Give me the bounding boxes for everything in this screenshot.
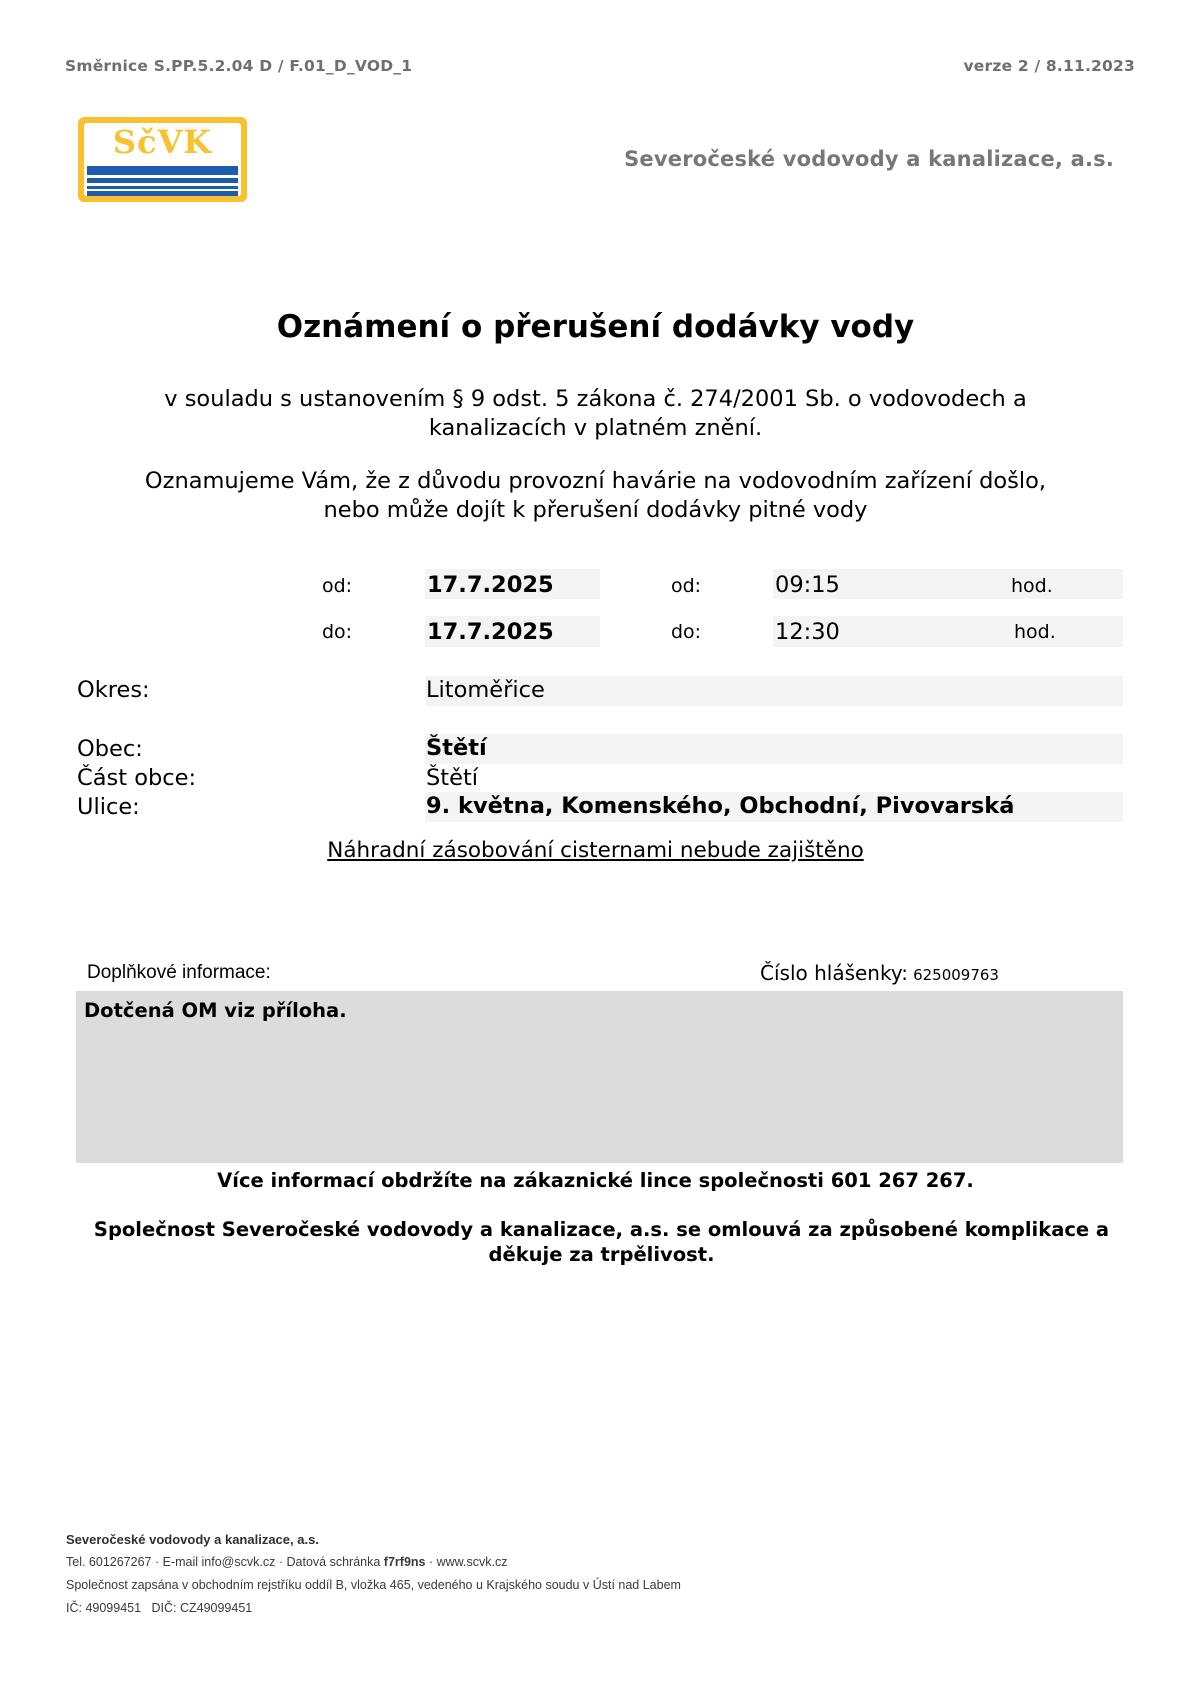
separator-icon: · — [154, 1555, 160, 1569]
contact-line: Více informací obdržíte na zákaznické lince společnosti 601 267 267. — [217, 1169, 974, 1192]
footer-registry: Společnost zapsána v obchodním rejstříku oddíl B, vložka 465, vedeného u Krajského soudu v Ústí nad Labem — [66, 1578, 681, 1592]
report-number-value: 625009763 — [913, 966, 999, 984]
footer-email[interactable]: E-mail info@scvk.cz — [162, 1555, 276, 1569]
streets-label: Ulice: — [77, 794, 140, 820]
hours-unit-to: hod. — [1014, 621, 1056, 643]
legal-basis-text: v souladu s ustanovením § 9 odst. 5 zákona č. 274/2001 Sb. o vodovodech a kanalizacích v platném znění. — [164, 386, 1027, 441]
additional-info-text: Dotčená OM viz příloha. — [84, 999, 347, 1022]
additional-info-box — [76, 991, 1123, 1163]
part-value: Štětí — [426, 765, 479, 791]
separator-icon: · — [278, 1555, 284, 1569]
substitute-supply-note: Náhradní zásobování cisternami nebude zajištěno — [327, 838, 864, 863]
footer-company: Severočeské vodovody a kanalizace, a.s. — [66, 1532, 319, 1547]
date-from-value: 17.7.2025 — [427, 572, 554, 598]
separator-icon: · — [428, 1555, 434, 1569]
footer-tax-ids — [66, 1601, 252, 1615]
announcement-text: Oznamujeme Vám, že z důvodu provozní havárie na vodovodním zařízení došlo, nebo může dojít k přerušení dodávky pitné vody — [144, 468, 1047, 523]
footer-tel: Tel. 601267267 — [66, 1555, 152, 1569]
time-from-value: 09:15 — [775, 572, 840, 598]
scvk-logo — [78, 117, 247, 202]
footer-web-link[interactable]: www.scvk.cz — [436, 1555, 508, 1569]
hours-unit-from: hod. — [1011, 575, 1053, 597]
part-label: Část obce: — [77, 765, 197, 791]
additional-info-label: Doplňkové informace: — [87, 962, 271, 983]
report-number — [760, 961, 999, 985]
footer-contacts — [66, 1555, 507, 1569]
time-to-value: 12:30 — [775, 619, 840, 645]
footer-dic: DIČ: CZ49099451 — [151, 1601, 253, 1615]
version-info: verze 2 / 8.11.2023 — [963, 57, 1135, 75]
footer-databox-id: f7rf9ns — [383, 1555, 426, 1569]
company-name: Severočeské vodovody a kanalizace, a.s. — [624, 147, 1114, 171]
municipality-value: Štětí — [426, 735, 487, 761]
footer-databox-label: Datová schránka — [286, 1555, 381, 1569]
logo-text: SčVK — [112, 123, 213, 161]
date-to-value: 17.7.2025 — [427, 619, 554, 645]
date-to-label: do: — [322, 621, 353, 643]
district-value: Litoměřice — [426, 677, 545, 703]
streets-value: 9. května, Komenského, Obchodní, Pivovarská — [426, 793, 1015, 819]
time-to-label: do: — [671, 621, 702, 643]
logo-water-stripes-icon — [87, 166, 238, 196]
date-from-label: od: — [322, 575, 353, 597]
report-number-label: Číslo hlášenky: — [760, 961, 908, 985]
directive-code: Směrnice S.PP.5.2.04 D / F.01_D_VOD_1 — [65, 57, 413, 75]
time-from-label: od: — [671, 575, 702, 597]
apology-text: Společnost Severočeské vodovody a kanalizace, a.s. se omlouvá za způsobené komplikace a děkuje za trpělivost. — [93, 1218, 1110, 1266]
page-title: Oznámení o přerušení dodávky vody — [276, 309, 915, 345]
district-label: Okres: — [77, 677, 150, 703]
footer-ico: IČ: 49099451 — [66, 1601, 142, 1615]
municipality-cell — [425, 734, 1123, 764]
municipality-label: Obec: — [77, 736, 143, 762]
